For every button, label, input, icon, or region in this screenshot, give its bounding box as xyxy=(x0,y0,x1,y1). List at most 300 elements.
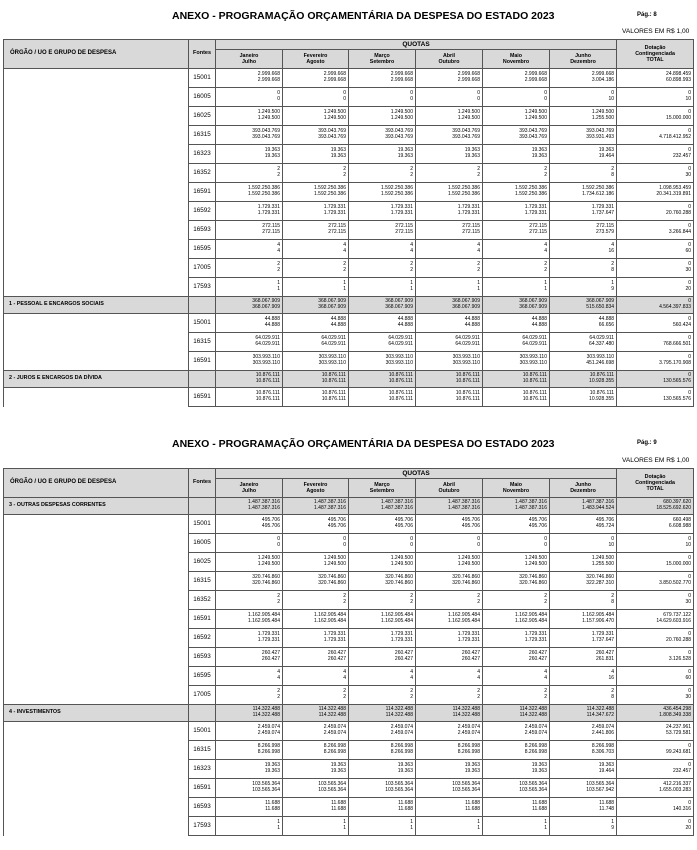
cell-value: 114.322.488 xyxy=(452,712,480,718)
cell-value: 2.999.668 xyxy=(257,71,280,78)
cell-value: 0 xyxy=(477,90,480,97)
cell-value: 14.629.603.916 xyxy=(656,618,692,624)
cell-value: 260.427 xyxy=(327,650,346,657)
cell-value: 1.249.500 xyxy=(524,109,547,116)
cell-value: 24.237.961 xyxy=(666,724,692,731)
cell-value: 1.737.647 xyxy=(591,637,615,643)
cell-value: 1.487.387.316 xyxy=(381,499,413,506)
cell-value: 2.999.668 xyxy=(323,71,346,78)
cell-value: 1 xyxy=(477,280,480,287)
cell-value: 436.454.298 xyxy=(663,706,692,713)
quota-cell xyxy=(483,534,550,553)
orgao-cell xyxy=(4,388,189,407)
dotacao-cell xyxy=(617,352,694,371)
quotas-header: QUOTAS xyxy=(216,40,617,50)
cell-value: 8.266.998 xyxy=(390,749,413,755)
cell-value: 272.115 xyxy=(596,223,615,230)
cell-value: 495.706 xyxy=(261,523,280,529)
cell-value: 11.688 xyxy=(331,806,346,812)
cell-value: 4 xyxy=(544,669,547,676)
cell-value: 261.831 xyxy=(596,656,615,662)
cell-value: 10.876.111 xyxy=(522,378,547,384)
dotacao-cell xyxy=(617,297,694,314)
quota-cell xyxy=(550,333,617,352)
quota-cell xyxy=(550,69,617,88)
cell-value: 368.067.909 xyxy=(452,304,480,310)
cell-value: 114.322.488 xyxy=(519,706,547,713)
quota-cell xyxy=(483,686,550,705)
cell-value: 103.565.364 xyxy=(385,787,413,793)
quota-cell xyxy=(283,498,349,515)
cell-value: 2.999.668 xyxy=(524,71,547,78)
table-row xyxy=(4,741,694,760)
cell-value: 11.748 xyxy=(599,806,615,812)
cell-value: 1.249.500 xyxy=(457,109,480,116)
cell-value: 1.249.500 xyxy=(257,555,280,562)
cell-value: 19.363 xyxy=(397,768,413,774)
cell-value: 103.567.942 xyxy=(586,787,615,793)
cell-value: 368.067.909 xyxy=(385,298,413,305)
dotacao-cell xyxy=(617,221,694,240)
cell-value: 1.249.500 xyxy=(524,561,547,567)
fonte-code: 16352 xyxy=(189,591,216,610)
cell-value: 0 xyxy=(688,762,692,769)
cell-value: 1.162.905.484 xyxy=(314,612,346,619)
orgao-cell xyxy=(4,817,189,836)
fonte-code: 17005 xyxy=(189,686,216,705)
cell-value: 495.706 xyxy=(327,517,346,524)
quota-cell xyxy=(283,741,349,760)
table-row xyxy=(4,534,694,553)
cell-value: 0 xyxy=(688,242,692,249)
cell-value: 368.067.909 xyxy=(318,304,346,310)
cell-value: 272.115 xyxy=(395,229,413,235)
quota-cell xyxy=(216,553,283,572)
quota-cell xyxy=(349,183,416,202)
table-row xyxy=(4,202,694,221)
cell-value: 495.706 xyxy=(596,517,615,524)
cell-value: 368.067.909 xyxy=(252,298,280,305)
quota-cell xyxy=(483,817,550,836)
quota-cell xyxy=(483,388,550,407)
quota-cell xyxy=(483,164,550,183)
cell-value: 1 xyxy=(343,819,346,826)
cell-value: 64.029.911 xyxy=(388,335,413,342)
cell-value: 0 xyxy=(277,536,280,543)
cell-value: 260.427 xyxy=(528,650,547,657)
quota-cell xyxy=(349,741,416,760)
quota-cell xyxy=(216,352,283,371)
cell-value: 1.487.387.316 xyxy=(515,499,547,506)
cell-value: 0 xyxy=(410,96,413,102)
quota-cell xyxy=(283,534,349,553)
table-row xyxy=(4,145,694,164)
cell-value: 2 xyxy=(277,166,280,173)
fonte-code: 16005 xyxy=(189,88,216,107)
quota-cell xyxy=(483,779,550,798)
group-name: 3 - OUTRAS DESPESAS CORRENTES xyxy=(4,498,189,515)
cell-value: 10.876.111 xyxy=(455,390,480,397)
cell-value: 8 xyxy=(611,172,615,178)
quota-cell xyxy=(349,779,416,798)
cell-value: 1.162.905.484 xyxy=(448,618,480,624)
cell-value: 0 xyxy=(688,109,692,116)
cell-value: 19.363 xyxy=(598,147,615,154)
dotacao-cell xyxy=(617,722,694,741)
cell-value: 19.363 xyxy=(330,762,346,769)
cell-value: 1.162.905.484 xyxy=(381,618,413,624)
cell-value: 44.888 xyxy=(330,316,346,323)
cell-value: 0 xyxy=(688,90,692,97)
quota-cell xyxy=(550,553,617,572)
cell-value: 2 xyxy=(277,599,280,605)
table-body xyxy=(4,498,694,836)
dotacao-cell xyxy=(617,629,694,648)
table-row xyxy=(4,610,694,629)
cell-value: 0 xyxy=(477,96,480,102)
cell-value: 8.266.998 xyxy=(524,743,547,750)
quota-cell xyxy=(550,817,617,836)
cell-value: 10.876.111 xyxy=(455,378,480,384)
cell-value: 1.592.250.386 xyxy=(314,191,346,197)
cell-value: 10.876.111 xyxy=(255,372,280,379)
cell-value: 10 xyxy=(608,542,615,548)
quota-cell xyxy=(349,667,416,686)
cell-value: 1.249.500 xyxy=(257,561,280,567)
quota-cell xyxy=(349,515,416,534)
cell-value: 1.487.387.316 xyxy=(314,499,346,506)
cell-value: 768.666.501 xyxy=(663,341,692,347)
cell-value: 1.729.331 xyxy=(390,210,413,216)
cell-value: 0 xyxy=(477,536,480,543)
cell-value: 303.993.110 xyxy=(519,360,547,366)
quota-cell xyxy=(349,705,416,722)
quota-cell xyxy=(416,183,483,202)
cell-value: 10.876.111 xyxy=(522,396,547,402)
quota-cell xyxy=(416,667,483,686)
cell-value: 4 xyxy=(477,675,480,681)
quota-cell xyxy=(416,278,483,297)
orgao-cell xyxy=(4,629,189,648)
quota-cell xyxy=(216,610,283,629)
dotacao-cell xyxy=(617,126,694,145)
quota-cell xyxy=(416,145,483,164)
cell-value: 303.993.110 xyxy=(318,360,346,366)
quota-cell xyxy=(550,314,617,333)
cell-value: 1.157.906.470 xyxy=(582,618,615,624)
quota-cell xyxy=(483,126,550,145)
quota-cell xyxy=(550,534,617,553)
cell-value: 10.876.111 xyxy=(321,378,346,384)
cell-value: 19.363 xyxy=(531,147,547,154)
cell-value: 2 xyxy=(343,166,346,173)
quota-cell xyxy=(483,221,550,240)
cell-value: 495.706 xyxy=(394,517,413,524)
quota-cell xyxy=(550,88,617,107)
cell-value: 1.729.331 xyxy=(591,631,615,638)
cell-value: 320.746.860 xyxy=(519,580,547,586)
dotacao-cell xyxy=(617,88,694,107)
table-row xyxy=(4,553,694,572)
fonte-code: 15001 xyxy=(189,314,216,333)
cell-value: 1.249.500 xyxy=(457,555,480,562)
dotacao-cell xyxy=(617,760,694,779)
cell-value: 393.043.769 xyxy=(385,134,413,140)
quota-cell xyxy=(483,498,550,515)
orgao-cell xyxy=(4,240,189,259)
cell-value: 272.115 xyxy=(328,229,346,235)
cell-value: 4 xyxy=(477,242,480,249)
quota-cell xyxy=(483,629,550,648)
orgao-cell xyxy=(4,553,189,572)
page-number xyxy=(637,440,657,446)
cell-value: 114.322.488 xyxy=(318,706,346,713)
quota-cell xyxy=(416,202,483,221)
cell-value: 10.876.111 xyxy=(522,390,547,397)
quota-cell xyxy=(349,534,416,553)
cell-value: 44.888 xyxy=(531,322,547,328)
cell-value: 1.729.331 xyxy=(323,204,346,211)
table-row xyxy=(4,183,694,202)
cell-value: 393.043.769 xyxy=(252,134,280,140)
quota-cell xyxy=(416,498,483,515)
cell-value: 1.592.250.386 xyxy=(448,191,480,197)
cell-value: 0 xyxy=(688,593,692,600)
cell-value: 0 xyxy=(688,555,692,562)
cell-value: 0 xyxy=(688,335,692,342)
quota-cell xyxy=(349,221,416,240)
orgao-cell xyxy=(4,202,189,221)
cell-value: 0 xyxy=(688,261,692,268)
dotacao-cell xyxy=(617,278,694,297)
cell-value: 44.888 xyxy=(531,316,547,323)
cell-value: 16 xyxy=(608,675,615,681)
cell-value: 64.029.911 xyxy=(321,341,346,347)
cell-value: 1.729.331 xyxy=(257,210,280,216)
quota-cell xyxy=(283,553,349,572)
quota-cell xyxy=(483,183,550,202)
cell-value: 1 xyxy=(477,286,480,292)
cell-value: 2 xyxy=(343,593,346,600)
cell-value: 1.249.500 xyxy=(323,561,346,567)
quota-cell xyxy=(216,629,283,648)
quota-cell xyxy=(483,145,550,164)
cell-value: 0 xyxy=(688,316,692,323)
quota-cell xyxy=(349,333,416,352)
cell-value: 10.876.111 xyxy=(321,390,346,397)
quota-cell xyxy=(349,69,416,88)
dotacao-cell xyxy=(617,591,694,610)
quota-cell xyxy=(283,591,349,610)
table-row xyxy=(4,629,694,648)
quota-cell xyxy=(416,591,483,610)
cell-value: 4.718.412.952 xyxy=(659,134,692,140)
orgao-cell xyxy=(4,572,189,591)
cell-value: 1.249.500 xyxy=(257,109,280,116)
month-header: Junho Dezembro xyxy=(550,50,617,69)
fonte-code: 15001 xyxy=(189,69,216,88)
fonte-code: 16593 xyxy=(189,221,216,240)
quota-cell xyxy=(550,145,617,164)
fonte-code: 16315 xyxy=(189,126,216,145)
cell-value: 320.746.860 xyxy=(385,574,413,581)
cell-value: 4 xyxy=(410,675,413,681)
cell-value: 10.876.111 xyxy=(321,396,346,402)
cell-value: 368.067.909 xyxy=(519,298,547,305)
cell-value: 303.993.110 xyxy=(252,360,280,366)
cell-value: 2.999.668 xyxy=(457,77,480,83)
quota-cell xyxy=(283,798,349,817)
budget-table xyxy=(3,39,694,407)
cell-value: 114.322.488 xyxy=(586,706,615,713)
quota-cell xyxy=(216,126,283,145)
cell-value: 15.000.000 xyxy=(666,115,692,121)
cell-value: 1.592.250.386 xyxy=(248,191,280,197)
fonte-code: 17593 xyxy=(189,278,216,297)
cell-value: 1.249.500 xyxy=(390,561,413,567)
cell-value: 0 xyxy=(544,96,547,102)
month-header: Junho Dezembro xyxy=(550,479,617,498)
quota-cell xyxy=(349,498,416,515)
cell-value: 1.729.331 xyxy=(323,631,346,638)
cell-value: 0 xyxy=(688,128,692,135)
cell-value: 272.115 xyxy=(262,223,280,230)
cell-value: 8.266.998 xyxy=(457,749,480,755)
quota-cell xyxy=(349,88,416,107)
cell-value: 19.363 xyxy=(264,762,280,769)
quota-cell xyxy=(349,297,416,314)
cell-value: 393.043.769 xyxy=(385,128,413,135)
cell-value: 2 xyxy=(410,593,413,600)
quota-cell xyxy=(283,705,349,722)
cell-value: 1.729.331 xyxy=(323,210,346,216)
cell-value: 495.706 xyxy=(461,523,480,529)
dotacao-cell xyxy=(617,498,694,515)
cell-value: 368.067.909 xyxy=(252,304,280,310)
quota-cell xyxy=(550,515,617,534)
cell-value: 1.487.387.316 xyxy=(448,505,480,511)
cell-value: 1.592.250.386 xyxy=(381,185,413,192)
quota-cell xyxy=(283,610,349,629)
cell-value: 320.746.860 xyxy=(385,580,413,586)
cell-value: 19.363 xyxy=(464,153,480,159)
quota-cell xyxy=(283,629,349,648)
cell-value: 1.162.905.484 xyxy=(314,618,346,624)
cell-value: 60 xyxy=(685,675,692,681)
quota-cell xyxy=(483,371,550,388)
quota-cell xyxy=(216,164,283,183)
quota-cell xyxy=(416,572,483,591)
cell-value: 303.993.110 xyxy=(385,360,413,366)
cell-value: 2.999.668 xyxy=(390,71,413,78)
table-row xyxy=(4,722,694,741)
cell-value: 60.898.993 xyxy=(666,77,692,83)
quota-cell xyxy=(483,741,550,760)
cell-value: 8.266.998 xyxy=(323,743,346,750)
page-number-value: 9 xyxy=(653,440,657,446)
cell-value: 1.162.905.484 xyxy=(515,618,547,624)
cell-value: 260.427 xyxy=(461,656,480,662)
cell-value: 2.459.074 xyxy=(390,724,413,731)
quota-cell xyxy=(416,798,483,817)
dotacao-header: Dotação Contingenciada TOTAL xyxy=(617,469,694,498)
cell-value: 10.876.111 xyxy=(255,378,280,384)
page-label: Pág.: xyxy=(637,12,652,18)
quota-cell xyxy=(349,722,416,741)
cell-value: 232.457 xyxy=(673,153,692,159)
cell-value: 1.592.250.386 xyxy=(314,185,346,192)
cell-value: 19.464 xyxy=(598,768,615,774)
cell-value: 0 xyxy=(688,743,692,750)
cell-value: 2 xyxy=(277,172,280,178)
quota-cell xyxy=(349,817,416,836)
orgao-cell xyxy=(4,69,189,88)
cell-value: 320.746.860 xyxy=(318,574,346,581)
cell-value: 103.565.364 xyxy=(519,787,547,793)
cell-value: 1.249.500 xyxy=(323,109,346,116)
cell-value: 44.888 xyxy=(464,316,480,323)
cell-value: 1.729.331 xyxy=(390,637,413,643)
cell-value: 0 xyxy=(688,166,692,173)
quota-cell xyxy=(483,553,550,572)
cell-value: 495.706 xyxy=(461,517,480,524)
cell-value: 2 xyxy=(544,599,547,605)
quota-cell xyxy=(550,221,617,240)
cell-value: 0 xyxy=(688,536,692,543)
quota-cell xyxy=(216,221,283,240)
dotacao-cell xyxy=(617,202,694,221)
fonte-code: 16315 xyxy=(189,741,216,760)
quota-cell xyxy=(416,221,483,240)
cell-value: 114.322.488 xyxy=(385,712,413,718)
cell-value: 2 xyxy=(611,688,615,695)
group-name: 1 - PESSOAL E ENCARGOS SOCIAIS xyxy=(4,297,189,314)
quota-cell xyxy=(349,553,416,572)
cell-value: 272.115 xyxy=(529,223,547,230)
cell-value: 0 xyxy=(688,650,692,657)
quota-cell xyxy=(416,314,483,333)
cell-value: 393.931.493 xyxy=(586,134,615,140)
orgao-cell xyxy=(4,126,189,145)
cell-value: 2 xyxy=(410,599,413,605)
cell-value: 1.249.500 xyxy=(591,109,615,116)
cell-value: 19.363 xyxy=(464,762,480,769)
table-row xyxy=(4,333,694,352)
cell-value: 2.459.074 xyxy=(524,724,547,731)
group-fonte-cell xyxy=(189,498,216,515)
cell-value: 4 xyxy=(277,242,280,249)
fonte-code: 16025 xyxy=(189,553,216,572)
quota-cell xyxy=(216,515,283,534)
cell-value: 4 xyxy=(544,248,547,254)
cell-value: 0 xyxy=(688,354,692,361)
cell-value: 2.459.074 xyxy=(457,730,480,736)
quota-cell xyxy=(349,202,416,221)
quota-cell xyxy=(283,107,349,126)
cell-value: 4 xyxy=(544,242,547,249)
quota-cell xyxy=(349,278,416,297)
quota-cell xyxy=(283,297,349,314)
cell-value: 1.487.387.316 xyxy=(314,505,346,511)
cell-value: 1.249.500 xyxy=(457,115,480,121)
cell-value: 1.729.331 xyxy=(524,210,547,216)
cell-value: 1.162.905.484 xyxy=(582,612,615,619)
cell-value: 1 xyxy=(343,286,346,292)
cell-value: 1.729.331 xyxy=(457,637,480,643)
cell-value: 53.729.581 xyxy=(666,730,692,736)
table-row xyxy=(4,221,694,240)
quota-cell xyxy=(550,779,617,798)
